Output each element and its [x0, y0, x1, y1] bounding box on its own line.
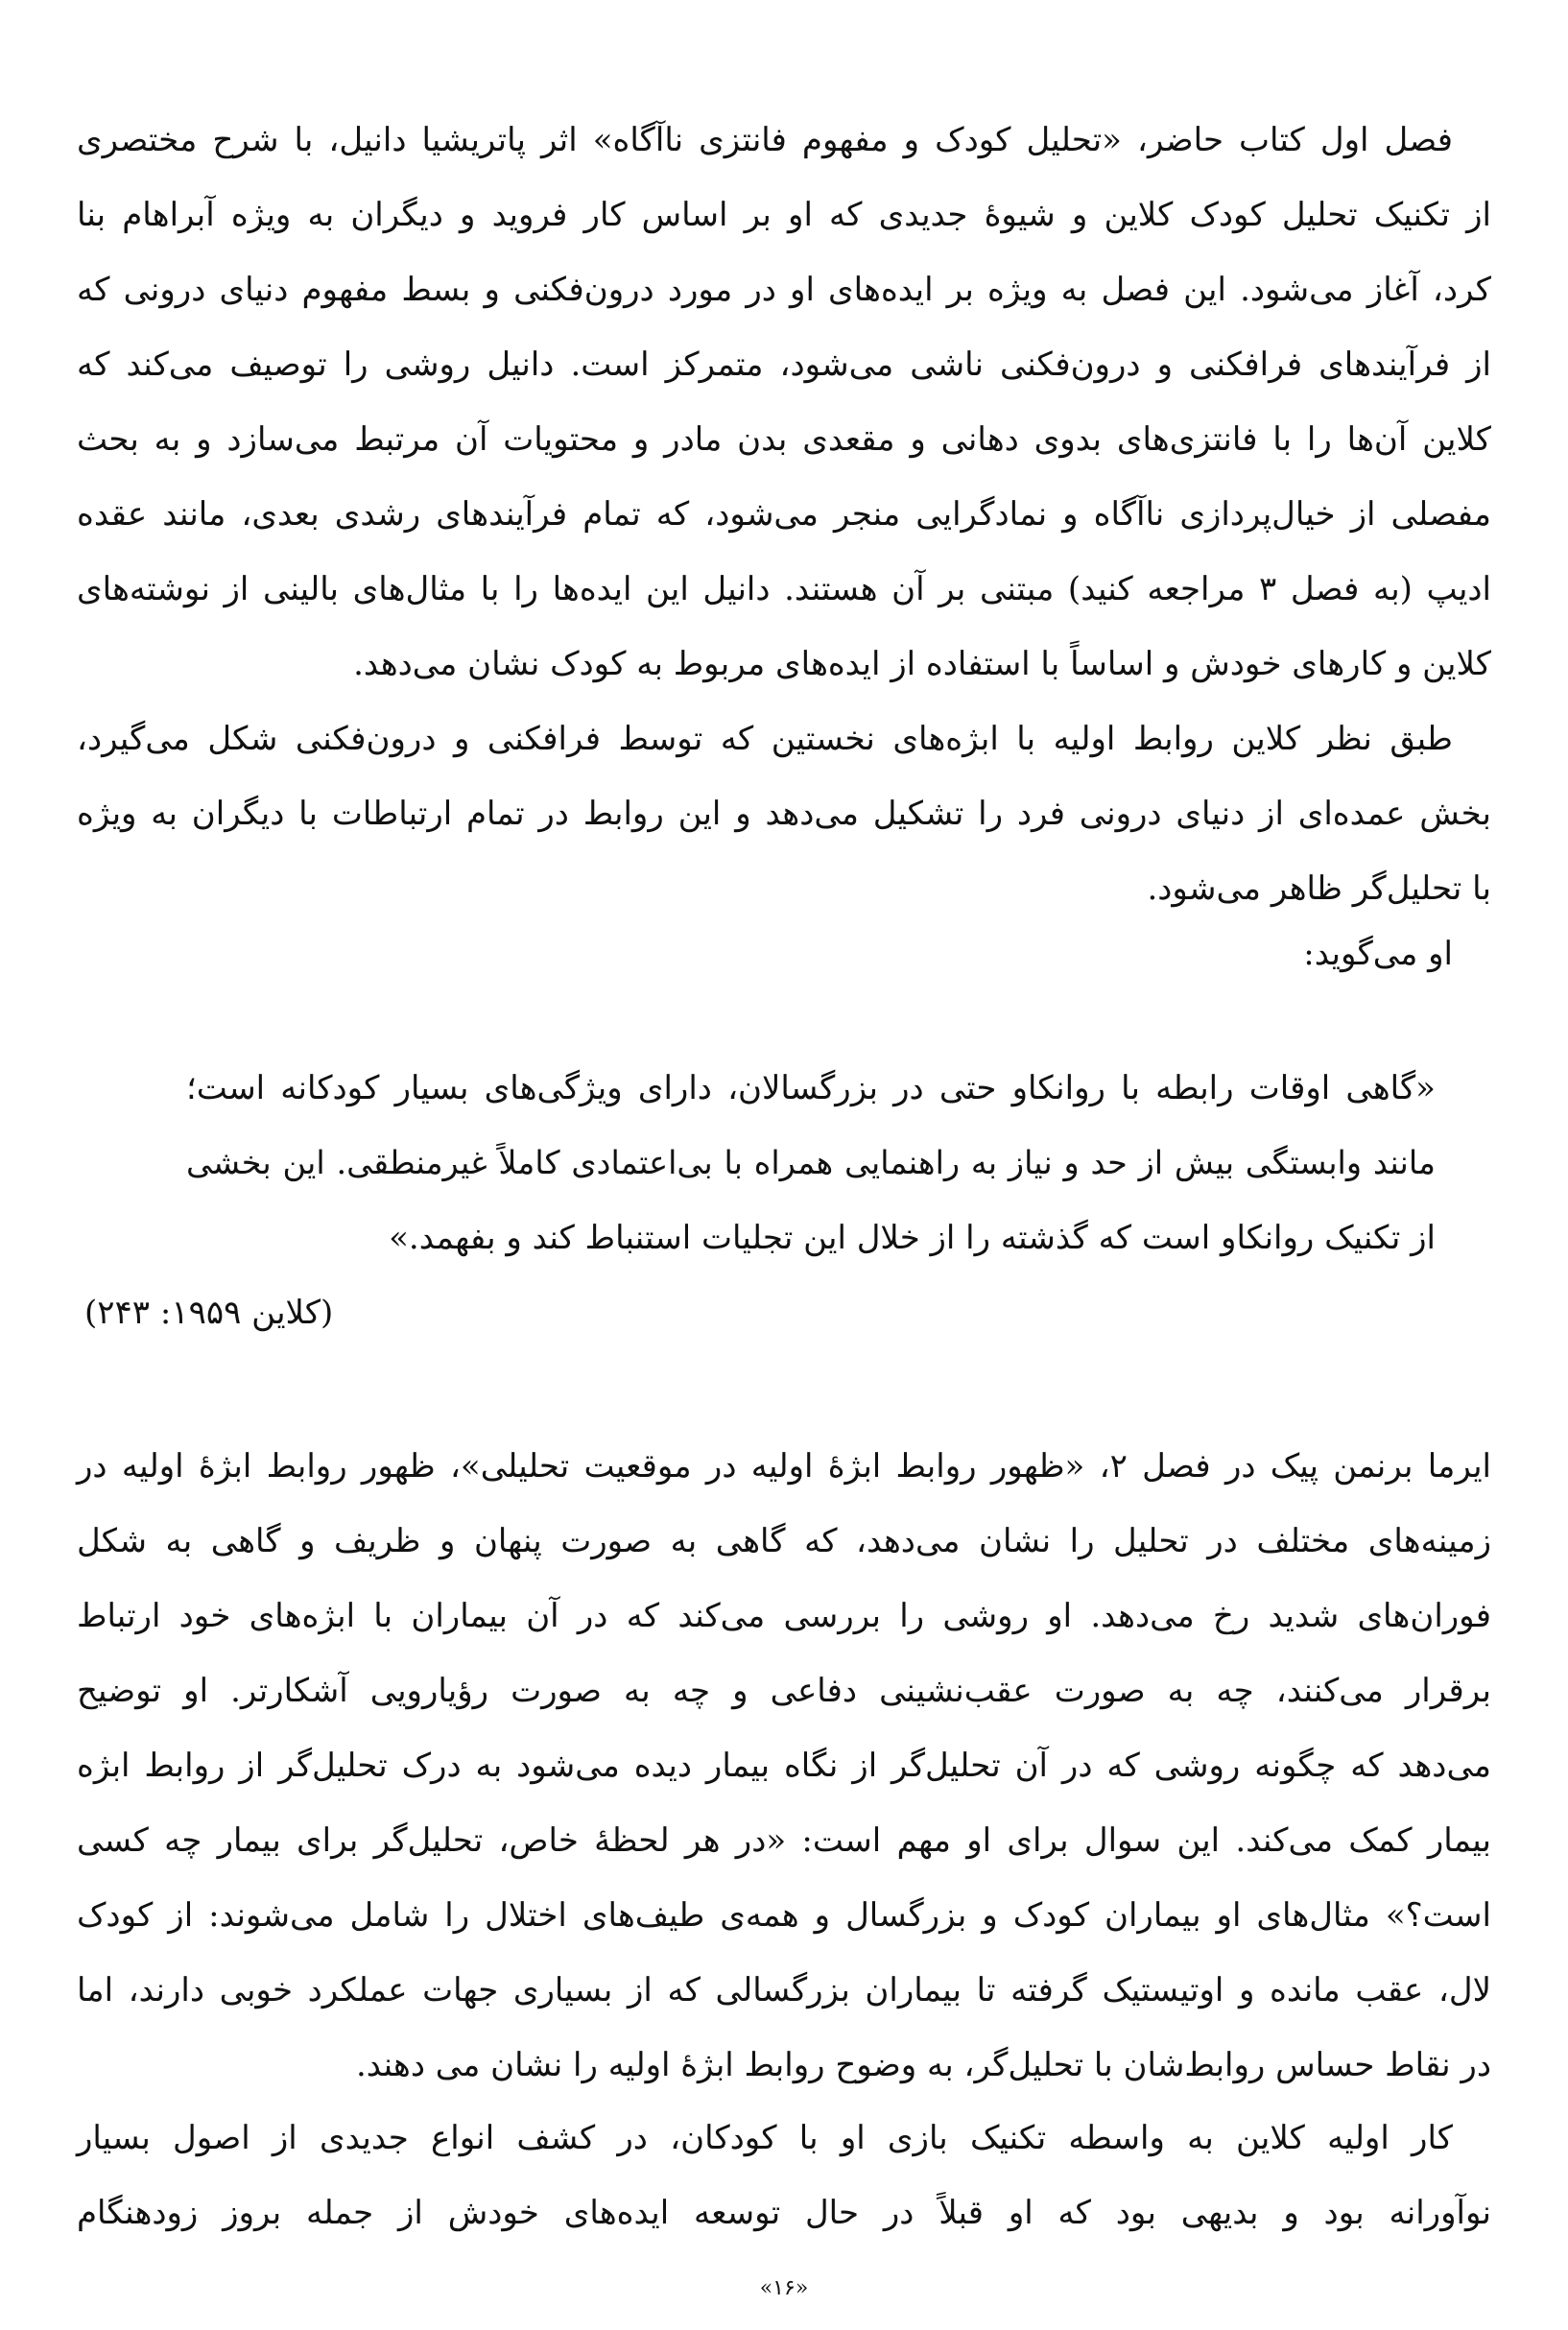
- paragraph-line: کلاین آن‌ها را با فانتزی‌های بدوی دهانی و مقعدی بدن مادر و محتویات آن مرتبط می‌سازد و به بحث: [77, 420, 1491, 459]
- paragraph-line: نوآورانه بود و بدیهی بود که او قبلاً در حال توسعه ایده‌های خودش از جمله بروز زودهنگام: [77, 2194, 1491, 2232]
- paragraph-line: مفصلی از خیال‌پردازی ناآگاه و نمادگرایی منجر می‌شود، که تمام فرآیندهای رشدی بعدی، مانند عقده: [77, 495, 1491, 534]
- paragraph-line: از تکنیک تحلیل کودک کلاین و شیوهٔ جدیدی که او بر اساس کار فروید و دیگران به ویژه آبراهام بنا: [77, 196, 1491, 234]
- paragraph-line: است؟» مثال‌های او بیماران کودک و بزرگسال و همه‌ی طیف‌های اختلال را شامل می‌شوند: از کودک: [77, 1896, 1491, 1935]
- paragraph-line: زمینه‌های مختلف در تحلیل را نشان می‌دهد، که گاهی به صورت پنهان و ظریف و گاهی به شکل: [77, 1522, 1491, 1560]
- paragraph-line: ایرما برنمن پیک در فصل ۲، «ظهور روابط ابژهٔ اولیه در موقعیت تحلیلی»، ظهور روابط ابژهٔ اولیه در: [77, 1447, 1492, 1486]
- paragraph-line: فوران‌های شدید رخ می‌دهد. او روشی را بررسی می‌کند که در آن بیماران با ابژه‌های خود ارتباط: [77, 1597, 1491, 1635]
- paragraph-line: با تحلیل‌گر ظاهر می‌شود.: [1147, 869, 1491, 908]
- quote-line: از تکنیک روانکاو است که گذشته را از خلال این تجلیات استنباط کند و بفهمد.»: [389, 1219, 1436, 1257]
- paragraph-line: می‌دهد که چگونه روشی که در آن تحلیل‌گر از نگاه بیمار دیده می‌شود به درک تحلیل‌گر از روابط ابژه: [77, 1747, 1491, 1785]
- page-number: «۱۶»: [759, 2276, 809, 2300]
- paragraph-line: بیمار کمک می‌کند. این سوال برای او مهم است: «در هر لحظهٔ خاص، تحلیل‌گر برای بیمار چه کسی: [77, 1821, 1491, 1860]
- quote-citation: (کلاین ۱۹۵۹: ۲۴۳): [84, 1294, 334, 1332]
- paragraph-line: کار اولیه کلاین به واسطه تکنیک بازی او با کودکان، در کشف انواع جدیدی از اصول بسیار: [77, 2119, 1453, 2157]
- quote-intro: او می‌گوید:: [1303, 935, 1453, 973]
- paragraph-line: طبق نظر کلاین روابط اولیه با ابژه‌های نخستین که توسط فرافکنی و درون‌فکنی شکل می‌گیرد،: [77, 720, 1453, 758]
- paragraph-line: برقرار می‌کنند، چه به صورت عقب‌نشینی دفاعی و چه به صورت رؤیارویی آشکارتر. او توضیح: [77, 1672, 1491, 1710]
- paragraph-line: از فرآیندهای فرافکنی و درون‌فکنی ناشی می‌شود، متمرکز است. دانیل روشی را توصیف می‌کند که: [77, 345, 1491, 384]
- paragraph-line: ادیپ (به فصل ۳ مراجعه کنید) مبتنی بر آن هستند. دانیل این ایده‌ها را با مثال‌های بالینی از نوشته‌های: [77, 570, 1491, 608]
- paragraph-line: در نقاط حساس روابط‌شان با تحلیل‌گر، به وضوح روابط ابژهٔ اولیه را نشان می دهند.: [355, 2046, 1491, 2084]
- paragraph-line: بخش عمده‌ای از دنیای درونی فرد را تشکیل می‌دهد و این روابط در تمام ارتباطات با دیگران به ویژه: [77, 795, 1491, 833]
- quote-line: مانند وابستگی بیش از حد و نیاز به راهنمایی همراه با بی‌اعتمادی کاملاً غیرمنطقی. این بخشی: [186, 1144, 1436, 1181]
- paragraph-line: لال، عقب مانده و اوتیستیک گرفته تا بیماران بزرگسالی که از بسیاری جهات عملکرد خوبی دارند، اما: [77, 1971, 1491, 2009]
- paragraph-line: کرد، آغاز می‌شود. این فصل به ویژه بر ایده‌های او در مورد درون‌فکنی و بسط مفهوم دنیای درونی که: [77, 271, 1491, 309]
- paragraph-line: فصل اول کتاب حاضر، «تحلیل کودک و مفهوم فانتزی ناآگاه» اثر پاتریشیا دانیل، با شرح مختصری: [77, 121, 1453, 159]
- paragraph-line: کلاین و کارهای خودش و اساساً با استفاده از ایده‌های مربوط به کودک نشان می‌دهد.: [353, 645, 1491, 683]
- quote-line: «گاهی اوقات رابطه با روانکاو حتی در بزرگسالان، دارای ویژگی‌های بسیار کودکانه است؛: [186, 1069, 1436, 1107]
